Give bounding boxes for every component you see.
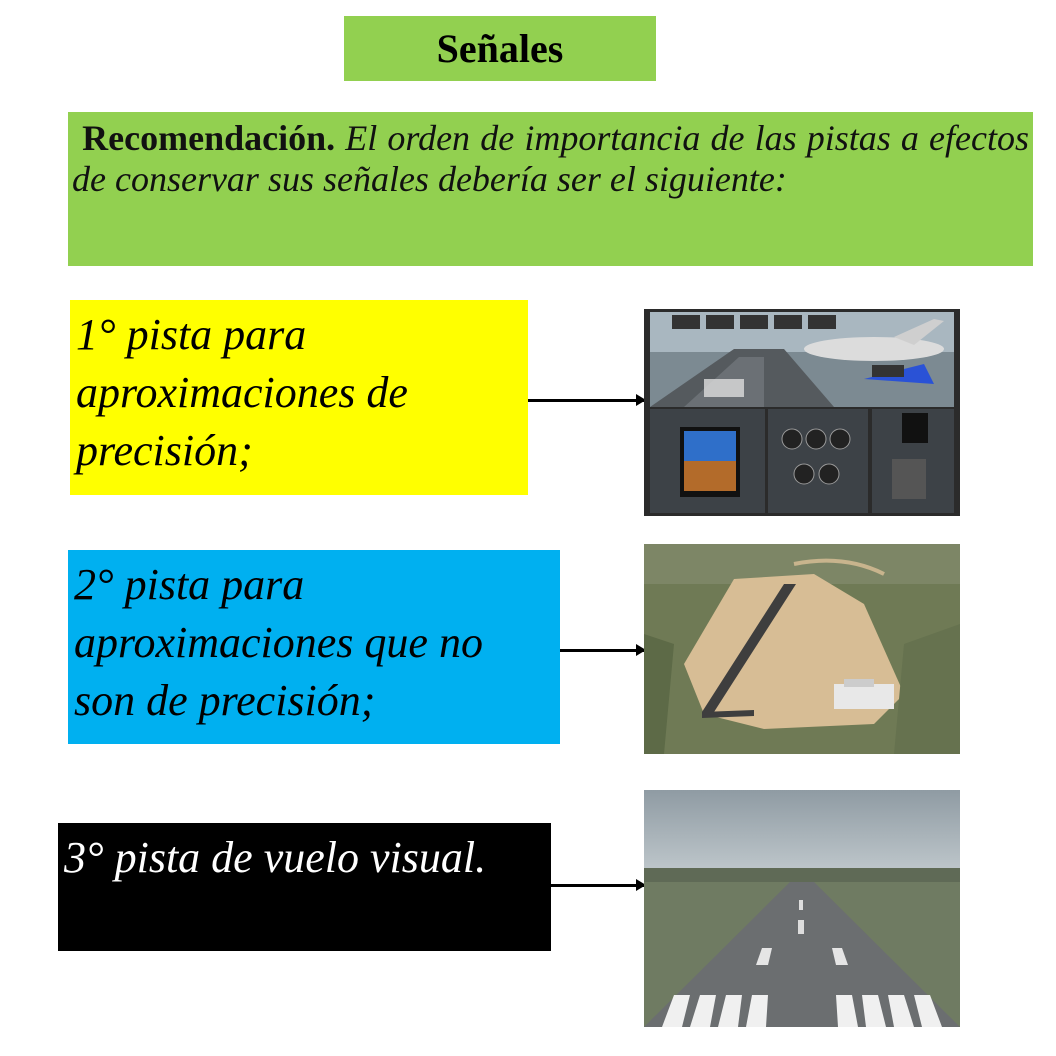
title-banner: [344, 16, 656, 81]
item-label: 2° pista para aproximaciones que no son de precisión;: [74, 560, 483, 725]
item-label: 1° pista para aproximaciones de precisión;: [76, 310, 408, 475]
arrow-icon: [560, 649, 644, 652]
page-title: Señales: [436, 26, 564, 71]
airport-aerial-image: [644, 544, 960, 754]
runway-photo-image: [644, 790, 960, 1027]
item-label: 3° pista de vuelo visual.: [64, 833, 487, 882]
recommendation-body: El orden de importancia de las pistas a efectos de conservar sus señales debería ser el siguiente:: [72, 118, 1030, 199]
recommendation-text: [72, 118, 1029, 200]
item-non-precision-runway: [68, 550, 560, 744]
recommendation-lead: Recomendación.: [82, 118, 336, 158]
cockpit-simulator-image: [644, 309, 960, 516]
item-visual-runway: [58, 823, 551, 951]
item-precision-runway: [70, 300, 528, 495]
arrow-icon: [528, 399, 644, 402]
recommendation-box: [68, 112, 1033, 266]
arrow-icon: [551, 884, 644, 887]
